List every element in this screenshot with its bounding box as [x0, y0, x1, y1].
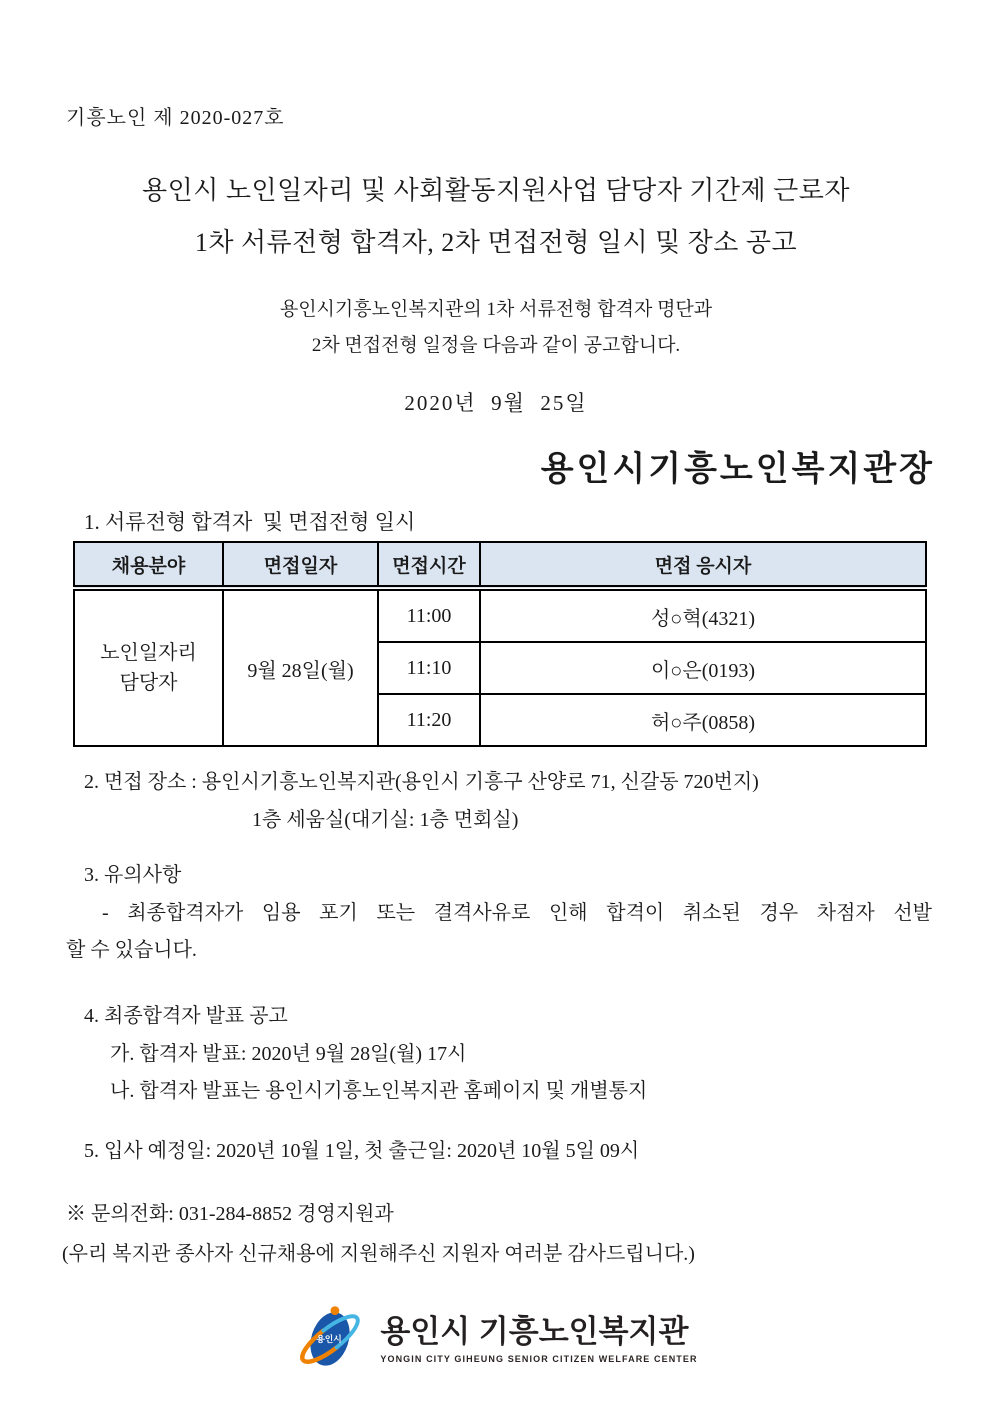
contact-phone-line: ※ 문의전화: 031-284-8852 경영지원과 — [66, 1203, 394, 1225]
section4-heading: 4. 최종합격자 발표 공고 — [84, 1005, 288, 1027]
section2-line2: 1층 세움실(대기실: 1층 면회실) — [252, 809, 519, 831]
logo-name-english: YONGIN CITY GIHEUNG SENIOR CITIZEN WELFARE CENTER — [380, 1353, 698, 1364]
footer-logo — [0, 1296, 992, 1382]
logo-text-block — [380, 1315, 697, 1364]
doc-number: 기흥노인 제 2020-027호 — [66, 107, 285, 129]
signature-director: 용인시기흥노인복지관장 — [540, 451, 935, 488]
page-title-line2: 1차 서류전형 합격자, 2차 면접전형 일시 및 장소 공고 — [194, 228, 798, 257]
section1-heading: 1. 서류전형 합격자 및 면접전형 일시 — [84, 510, 416, 534]
page-title-line1: 용인시 노인일자리 및 사회활동지원사업 담당자 기간제 근로자 — [141, 176, 851, 205]
cell-position — [74, 588, 223, 746]
col-header-applicant: 면접 응시자 — [480, 542, 926, 588]
subtitle-line1: 용인시기흥노인복지관의 1차 서류전형 합격자 명단과 — [279, 299, 713, 320]
cell-applicant: 성○혁(4321) — [480, 588, 926, 642]
col-header-time: 면접시간 — [378, 542, 480, 588]
section2-line1: 2. 면접 장소 : 용인시기흥노인복지관(용인시 기흥구 산양로 71, 신갈동 720번지) — [84, 771, 759, 793]
position-line2: 담당자 — [119, 672, 178, 694]
thanks-line: (우리 복지관 종사자 신규채용에 지원해주신 지원자 여러분 감사드립니다.) — [62, 1243, 695, 1265]
section4-item-na: 나. 합격자 발표는 용인시기흥노인복지관 홈페이지 및 개별통지 — [110, 1080, 648, 1102]
table-row — [74, 588, 926, 642]
section4-item-ga: 가. 합격자 발표: 2020년 9월 28일(월) 17시 — [110, 1043, 467, 1065]
logo-name-korean: 용인시 기흥노인복지관 — [380, 1313, 689, 1349]
section3-body-line2: 할 수 있습니다. — [66, 939, 197, 961]
subtitle-line2: 2차 면접전형 일정을 다음과 같이 공고합니다. — [311, 335, 681, 356]
cell-time: 11:00 — [378, 588, 480, 642]
cell-time: 11:10 — [378, 642, 480, 694]
emblem-label: 용인시 — [316, 1333, 343, 1344]
section3-heading: 3. 유의사항 — [84, 864, 182, 886]
cell-interview-date: 9월 28일(월) — [223, 588, 378, 746]
table-header-row — [74, 542, 926, 588]
col-header-date: 면접일자 — [223, 542, 378, 588]
section3-body-line1: - 최종합격자가 임용 포기 또는 결격사유로 인해 합격이 취소된 경우 차점자 선발 — [102, 902, 932, 924]
col-header-field: 채용분야 — [74, 542, 223, 588]
cell-applicant: 이○은(0193) — [480, 642, 926, 694]
section5-line: 5. 입사 예정일: 2020년 10월 1일, 첫 출근일: 2020년 10월 5일 09시 — [84, 1140, 640, 1162]
position-line1: 노인일자리 — [100, 642, 197, 664]
cell-time: 11:20 — [378, 694, 480, 746]
announcement-date: 2020년 9월 25일 — [404, 391, 588, 415]
yongin-city-emblem-icon — [294, 1296, 368, 1382]
interview-schedule-table — [73, 541, 927, 747]
cell-applicant: 허○주(0858) — [480, 694, 926, 746]
